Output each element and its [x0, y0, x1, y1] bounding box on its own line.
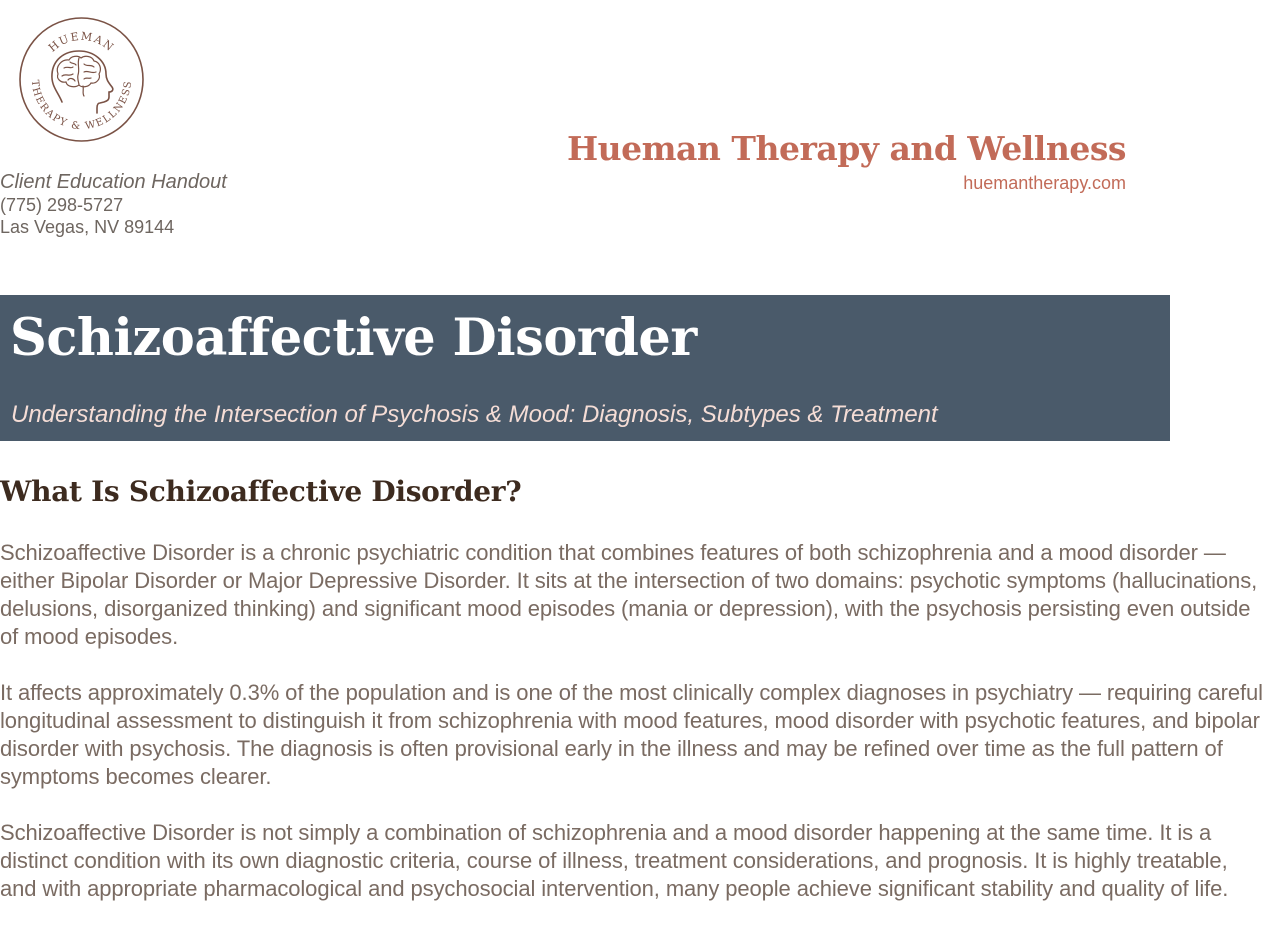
website-link[interactable]: huemantherapy.com: [963, 173, 1126, 193]
page-subtitle: Understanding the Intersection of Psychosis & Mood: Diagnosis, Subtypes & Treatment: [11, 401, 938, 428]
logo-arc-top-text: HUEMAN: [46, 29, 117, 55]
logo-arc-bottom-text: THERAPY & WELLNESS: [28, 79, 135, 133]
page-title: Schizoaffective Disorder: [10, 308, 697, 368]
title-banner: [0, 295, 1170, 441]
brand-name: Hueman Therapy and Wellness: [566, 129, 1126, 168]
section-body: [0, 539, 1264, 931]
paragraph: Schizoaffective Disorder is not simply a combination of schizophrenia and a mood disorder happening at the same time. It is a distinct condition with its own diagnostic criteria, course of illness, treatment considerations, and prognosis. It is highly treatable, and with appropriate pharmacological and psychosocial intervention, many people achieve significant stability and quality of life.: [0, 820, 1229, 901]
handout-label: Client Education Handout: [0, 171, 227, 193]
brain-head-icon: [18, 16, 145, 143]
location: Las Vegas, NV 89144: [0, 217, 175, 237]
phone-number: (775) 298-5727: [0, 195, 124, 215]
contact-block: [0, 170, 227, 238]
paragraph: Schizoaffective Disorder is a chronic psychiatric condition that combines features of both schizophrenia and a mood disorder — either Bipolar Disorder or Major Depressive Disorder. It sits at the intersection of two domains: psychotic symptoms (hallucinations, delusions, disorganized thinking) and significant mood episodes (mania or depression), with the psychosis persisting even outside of mood episodes.: [0, 540, 1258, 649]
paragraph: It affects approximately 0.3% of the population and is one of the most clinically complex diagnoses in psychiatry — requiring careful longitudinal assessment to distinguish it from schizophrenia with mood features, mood disorder with psychotic features, and bipolar disorder with psychosis. The diagnosis is often provisional early in the illness and may be refined over time as the full pattern of symptoms becomes clearer.: [0, 680, 1263, 789]
section-heading: What Is Schizoaffective Disorder?: [0, 475, 522, 508]
company-logo: [18, 16, 145, 143]
